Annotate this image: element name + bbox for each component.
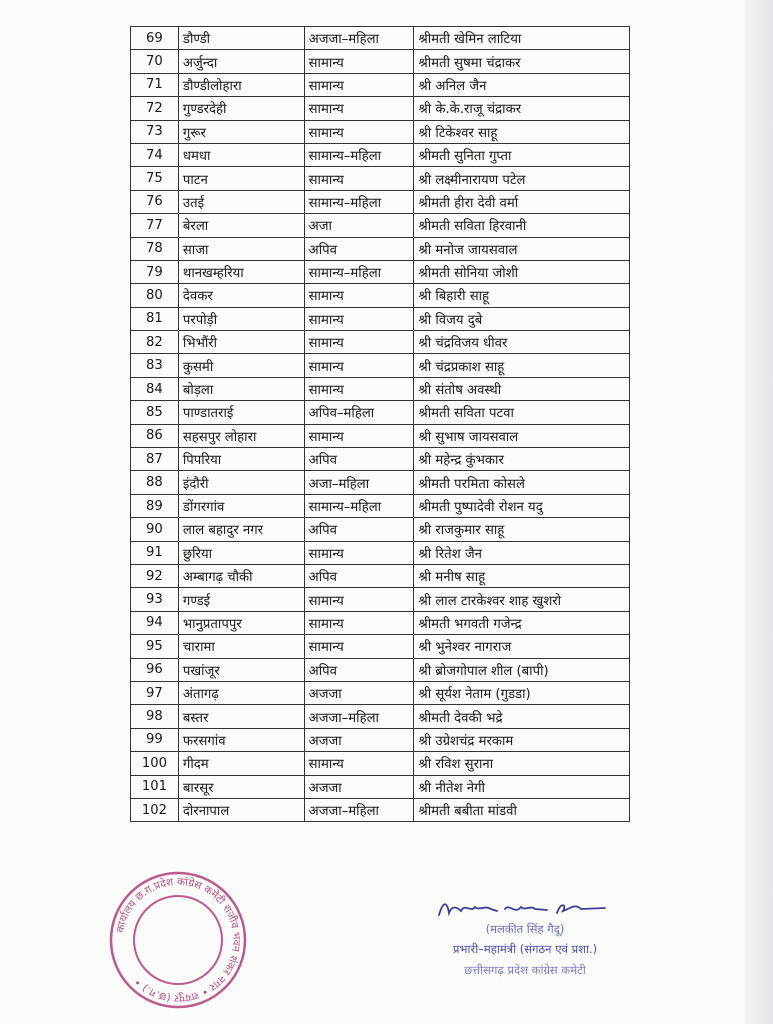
constituency-name: अम्बागढ़ चौकी (178, 564, 304, 587)
row-number: 82 (131, 331, 179, 354)
table-row (131, 681, 630, 704)
row-number: 98 (131, 705, 179, 728)
constituency-name: धमधा (178, 143, 304, 166)
constituency-table (130, 26, 630, 822)
reservation-category: सामान्य–महिला (304, 494, 414, 517)
reservation-category: सामान्य (304, 752, 414, 775)
reservation-category: सामान्य (304, 635, 414, 658)
reservation-category: सामान्य–महिला (304, 143, 414, 166)
constituency-name: थानखम्हरिया (178, 260, 304, 283)
reservation-category: अपिव–महिला (304, 401, 414, 424)
candidate-name: श्री सुभाष जायसवाल (414, 424, 630, 447)
table-row (131, 798, 630, 821)
constituency-name: डौण्डी (178, 27, 304, 50)
row-number: 90 (131, 518, 179, 541)
candidate-name: श्री सूर्यश नेताम (गुडडा) (414, 681, 630, 704)
table-row (131, 27, 630, 50)
row-number: 96 (131, 658, 179, 681)
candidate-name: श्रीमती सविता हिरवानी (414, 214, 630, 237)
constituency-name: परपोड़ी (178, 307, 304, 330)
reservation-category: सामान्य (304, 354, 414, 377)
reservation-category: सामान्य–महिला (304, 260, 414, 283)
constituency-name: अर्जुन्दा (178, 50, 304, 73)
table-row (131, 658, 630, 681)
reservation-category: अजजा–महिला (304, 27, 414, 50)
row-number: 74 (131, 143, 179, 166)
table-row (131, 611, 630, 634)
constituency-name: गीदम (178, 752, 304, 775)
table-row (131, 354, 630, 377)
table-row (131, 120, 630, 143)
signature-scribble (435, 897, 615, 921)
row-number: 87 (131, 448, 179, 471)
constituency-name: पाण्डातराई (178, 401, 304, 424)
candidate-name: श्री चंद्रविजय धीवर (414, 331, 630, 354)
candidate-name: श्रीमती देवकी भद्रे (414, 705, 630, 728)
table-row (131, 377, 630, 400)
row-number: 81 (131, 307, 179, 330)
row-number: 70 (131, 50, 179, 73)
constituency-name: अंतागढ़ (178, 681, 304, 704)
table-row (131, 190, 630, 213)
constituency-name: पाटन (178, 167, 304, 190)
row-number: 89 (131, 494, 179, 517)
constituency-name: डोंगरगांव (178, 494, 304, 517)
table-row (131, 635, 630, 658)
candidate-name: श्री अनिल जैन (414, 73, 630, 96)
constituency-name: लाल बहादुर नगर (178, 518, 304, 541)
table-row (131, 307, 630, 330)
candidate-name: श्री टिकेश्वर साहू (414, 120, 630, 143)
reservation-category: सामान्य (304, 284, 414, 307)
table-row (131, 237, 630, 260)
constituency-name: बोड़ला (178, 377, 304, 400)
row-number: 94 (131, 611, 179, 634)
reservation-category: सामान्य (304, 377, 414, 400)
reservation-category: अजजा–महिला (304, 798, 414, 821)
candidate-name: श्री ब्रोजगोपाल शील (बापी) (414, 658, 630, 681)
constituency-name: गण्डई (178, 588, 304, 611)
candidate-name: श्री महेन्द्र कुंभकार (414, 448, 630, 471)
candidate-name: श्रीमती भगवती गजेन्द्र (414, 611, 630, 634)
candidate-name: श्री संतोष अवस्थी (414, 377, 630, 400)
candidate-name: श्री भुनेश्वर नागराज (414, 635, 630, 658)
reservation-category: सामान्य–महिला (304, 190, 414, 213)
row-number: 85 (131, 401, 179, 424)
table-row (131, 471, 630, 494)
row-number: 84 (131, 377, 179, 400)
candidate-name: श्रीमती सुषमा चंद्राकर (414, 50, 630, 73)
reservation-category: सामान्य (304, 611, 414, 634)
constituency-name: बस्तर (178, 705, 304, 728)
candidate-name: श्री मनीष साहू (414, 564, 630, 587)
row-number: 77 (131, 214, 179, 237)
constituency-name: इंदौरी (178, 471, 304, 494)
candidate-name: श्री लक्ष्मीनारायण पटेल (414, 167, 630, 190)
reservation-category: अपिव (304, 518, 414, 541)
table-row (131, 775, 630, 798)
constituency-name: पखांजूर (178, 658, 304, 681)
candidate-name: श्रीमती सोनिया जोशी (414, 260, 630, 283)
table-row (131, 588, 630, 611)
candidate-name: श्री मनोज जायसवाल (414, 237, 630, 260)
row-number: 83 (131, 354, 179, 377)
table-row (131, 448, 630, 471)
table-row (131, 401, 630, 424)
constituency-name: पिपरिया (178, 448, 304, 471)
row-number: 75 (131, 167, 179, 190)
row-number: 79 (131, 260, 179, 283)
candidate-name: श्री चंद्रप्रकाश साहू (414, 354, 630, 377)
constituency-name: डौण्डीलोहारा (178, 73, 304, 96)
reservation-category: सामान्य (304, 97, 414, 120)
constituency-name: गुण्डरदेही (178, 97, 304, 120)
reservation-category: सामान्य (304, 50, 414, 73)
reservation-category: सामान्य (304, 331, 414, 354)
candidate-name: श्रीमती हीरा देवी वर्मा (414, 190, 630, 213)
row-number: 71 (131, 73, 179, 96)
row-number: 91 (131, 541, 179, 564)
constituency-name: सहसपुर लोहारा (178, 424, 304, 447)
seal-text: कार्यालय छ.ग.प्रदेश कांग्रेस कमेटी राजीव भवन शंकर नगर • रायपुर (छ.ग.) • (114, 875, 243, 1005)
table-row (131, 73, 630, 96)
candidate-name: श्री के.के.राजू चंद्राकर (414, 97, 630, 120)
row-number: 102 (131, 798, 179, 821)
constituency-name: भानुप्रतापपुर (178, 611, 304, 634)
constituency-name: चारामा (178, 635, 304, 658)
table-row (131, 167, 630, 190)
constituency-name: भिभौंरी (178, 331, 304, 354)
signature-block (395, 897, 655, 1007)
row-number: 101 (131, 775, 179, 798)
reservation-category: अपिव (304, 658, 414, 681)
candidate-name: श्रीमती परमिता कोसले (414, 471, 630, 494)
constituency-name: दोरनापाल (178, 798, 304, 821)
signatory-organization: छत्तीसगढ़ प्रदेश कांग्रेस कमेटी (464, 963, 586, 977)
table-row (131, 518, 630, 541)
table-row (131, 214, 630, 237)
signatory-name: (मलकीत सिंह गैदू) (485, 922, 565, 936)
row-number: 99 (131, 728, 179, 751)
candidate-name: श्री लाल टारकेश्वर शाह खुशरो (414, 588, 630, 611)
row-number: 88 (131, 471, 179, 494)
table-row (131, 728, 630, 751)
reservation-category: अपिव (304, 448, 414, 471)
reservation-category: सामान्य (304, 307, 414, 330)
reservation-category: सामान्य (304, 73, 414, 96)
constituency-name: उतई (178, 190, 304, 213)
constituency-name: गुरूर (178, 120, 304, 143)
candidate-name: श्रीमती सुनिता गुप्ता (414, 143, 630, 166)
candidate-name: श्री विजय दुबे (414, 307, 630, 330)
reservation-category: अजजा (304, 775, 414, 798)
candidate-name: श्री रविश सुराना (414, 752, 630, 775)
row-number: 93 (131, 588, 179, 611)
table-row (131, 284, 630, 307)
constituency-name: साजा (178, 237, 304, 260)
reservation-category: अजजा (304, 728, 414, 751)
row-number: 95 (131, 635, 179, 658)
constituency-name: बारसूर (178, 775, 304, 798)
reservation-category: अपिव (304, 237, 414, 260)
reservation-category: अजजा (304, 681, 414, 704)
table-row (131, 564, 630, 587)
row-number: 92 (131, 564, 179, 587)
row-number: 73 (131, 120, 179, 143)
reservation-category: अजा–महिला (304, 471, 414, 494)
reservation-category: सामान्य (304, 167, 414, 190)
table-row (131, 50, 630, 73)
reservation-category: अजा (304, 214, 414, 237)
row-number: 100 (131, 752, 179, 775)
table-row (131, 705, 630, 728)
constituency-name: फरसगांव (178, 728, 304, 751)
page-edge (745, 0, 773, 1024)
reservation-category: सामान्य (304, 424, 414, 447)
table-row (131, 541, 630, 564)
table-row (131, 331, 630, 354)
candidate-name: श्री राजकुमार साहू (414, 518, 630, 541)
candidate-name: श्रीमती बबीता मांडवी (414, 798, 630, 821)
candidate-name: श्रीमती खेमिन लाटिया (414, 27, 630, 50)
row-number: 76 (131, 190, 179, 213)
table-row (131, 494, 630, 517)
signatory-designation: प्रभारी–महामंत्री (संगठन एवं प्रशा.) (452, 942, 598, 956)
constituency-name: कुसमी (178, 354, 304, 377)
office-seal-stamp (108, 870, 248, 1010)
row-number: 78 (131, 237, 179, 260)
reservation-category: अपिव (304, 564, 414, 587)
reservation-category: सामान्य (304, 541, 414, 564)
row-number: 69 (131, 27, 179, 50)
constituency-name: देवकर (178, 284, 304, 307)
row-number: 86 (131, 424, 179, 447)
row-number: 72 (131, 97, 179, 120)
candidate-name: श्री उग्रेशचंद्र मरकाम (414, 728, 630, 751)
candidate-name: श्री बिहारी साहू (414, 284, 630, 307)
table-row (131, 424, 630, 447)
constituency-name: बेरला (178, 214, 304, 237)
candidate-name: श्री नीतेश नेगी (414, 775, 630, 798)
candidate-name: श्रीमती पुष्पादेवी रोशन यदु (414, 494, 630, 517)
reservation-category: अजजा–महिला (304, 705, 414, 728)
row-number: 80 (131, 284, 179, 307)
table-row (131, 752, 630, 775)
table-row (131, 260, 630, 283)
constituency-name: छुरिया (178, 541, 304, 564)
reservation-category: सामान्य (304, 120, 414, 143)
candidate-name: श्रीमती सविता पटवा (414, 401, 630, 424)
candidate-name: श्री रितेश जैन (414, 541, 630, 564)
table-row (131, 143, 630, 166)
reservation-category: सामान्य (304, 588, 414, 611)
table-row (131, 97, 630, 120)
row-number: 97 (131, 681, 179, 704)
